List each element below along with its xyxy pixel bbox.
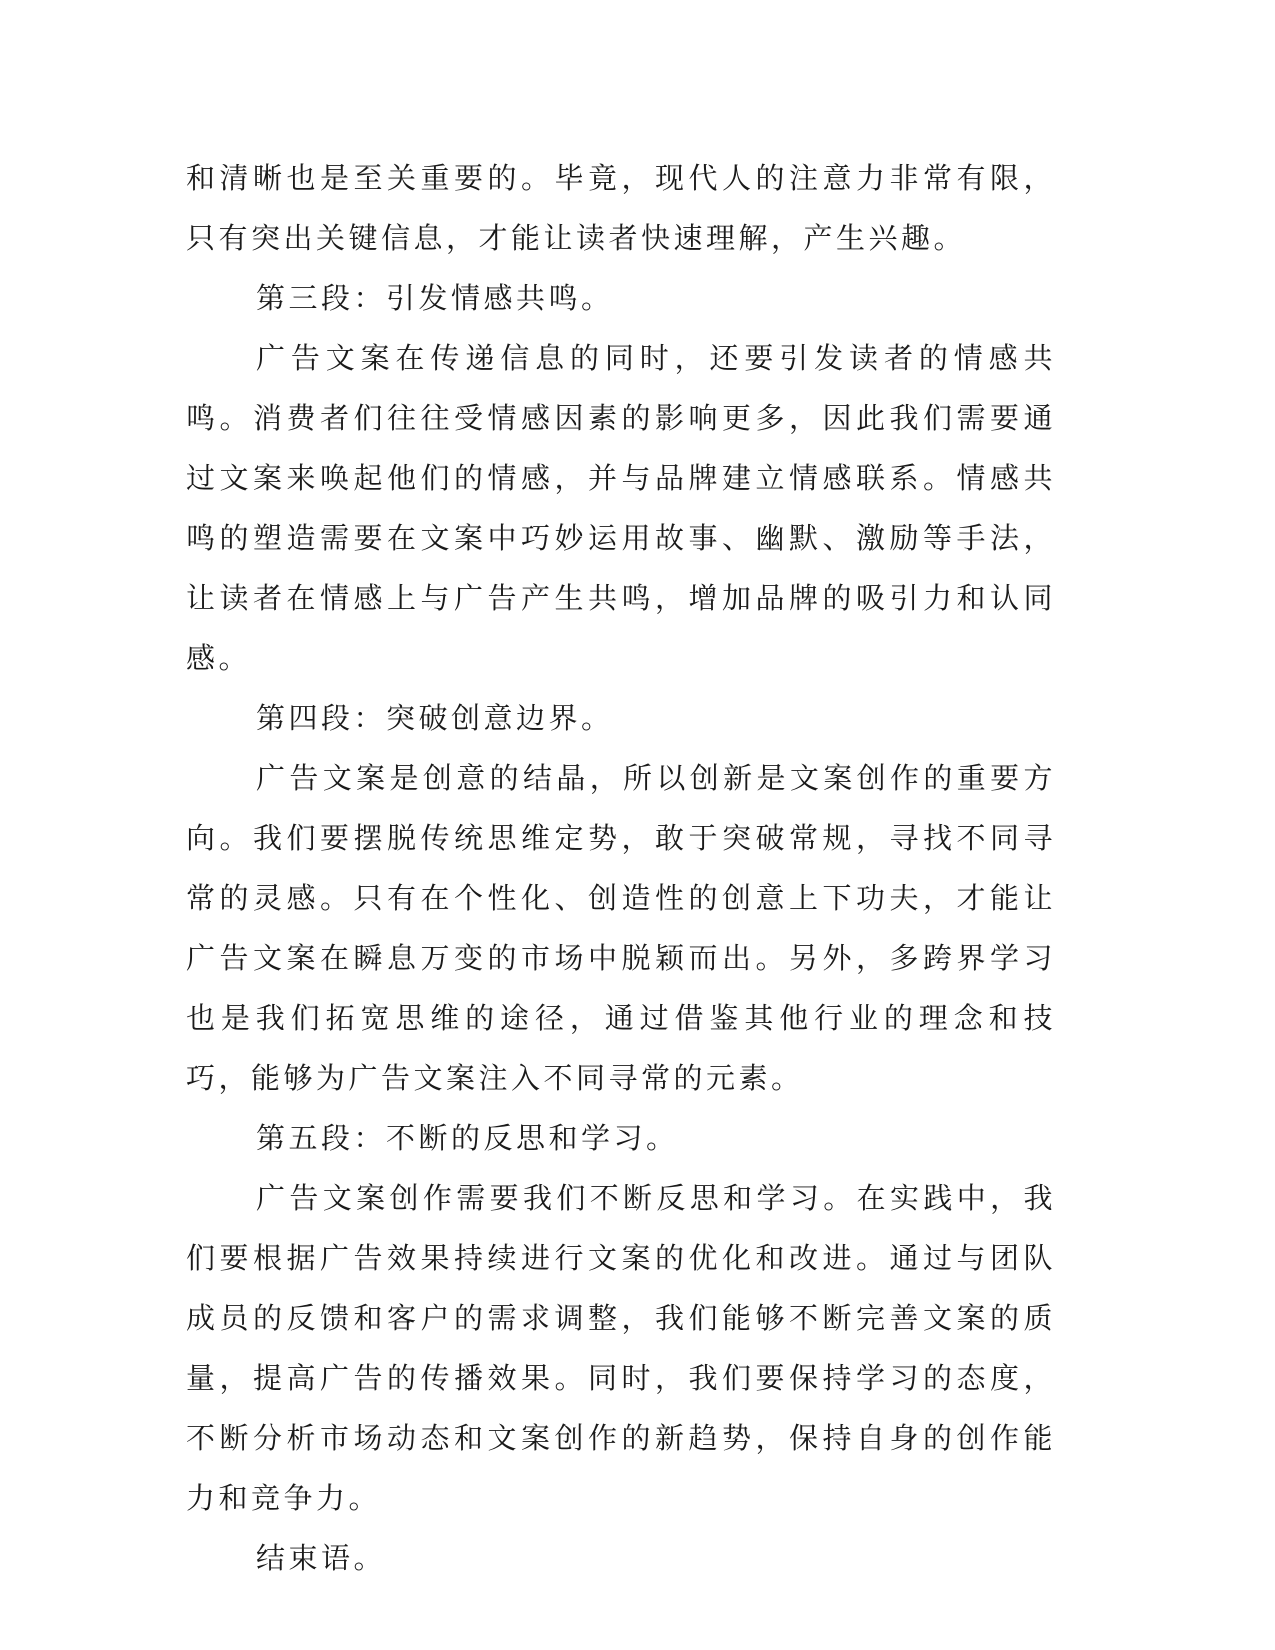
heading-conclusion: 结束语。 (256, 1541, 387, 1575)
paragraph-section-3: 广告文案在传递信息的同时，还要引发读者的情感共鸣。消费者们往往受情感因素的影响更多，因此我们需要通过文案来唤起他们的情感，并与品牌建立情感联系。情感共鸣的塑造需要在文案中巧妙运用故事、幽默、激励等手法，让读者在情感上与广告产生共鸣，增加品牌的吸引力和认同感。 (186, 341, 1056, 675)
document-body (186, 148, 1056, 1588)
heading-section-3: 第三段：引发情感共鸣。 (256, 281, 614, 315)
paragraph-section-5: 广告文案创作需要我们不断反思和学习。在实践中，我们要根据广告效果持续进行文案的优化和改进。通过与团队成员的反馈和客户的需求调整，我们能够不断完善文案的质量，提高广告的传播效果。同时，我们要保持学习的态度，不断分析市场动态和文案创作的新趋势，保持自身的创作能力和竞争力。 (186, 1181, 1056, 1515)
paragraph-section-4: 广告文案是创意的结晶，所以创新是文案创作的重要方向。我们要摆脱传统思维定势，敢于突破常规，寻找不同寻常的灵感。只有在个性化、创造性的创意上下功夫，才能让广告文案在瞬息万变的市场中脱颖而出。另外，多跨界学习也是我们拓宽思维的途径，通过借鉴其他行业的理念和技巧，能够为广告文案注入不同寻常的元素。 (186, 761, 1056, 1095)
paragraph-continuation: 和清晰也是至关重要的。毕竟，现代人的注意力非常有限，只有突出关键信息，才能让读者快速理解，产生兴趣。 (186, 161, 1056, 255)
heading-section-4: 第四段：突破创意边界。 (256, 701, 614, 735)
heading-section-5: 第五段：不断的反思和学习。 (256, 1121, 679, 1155)
